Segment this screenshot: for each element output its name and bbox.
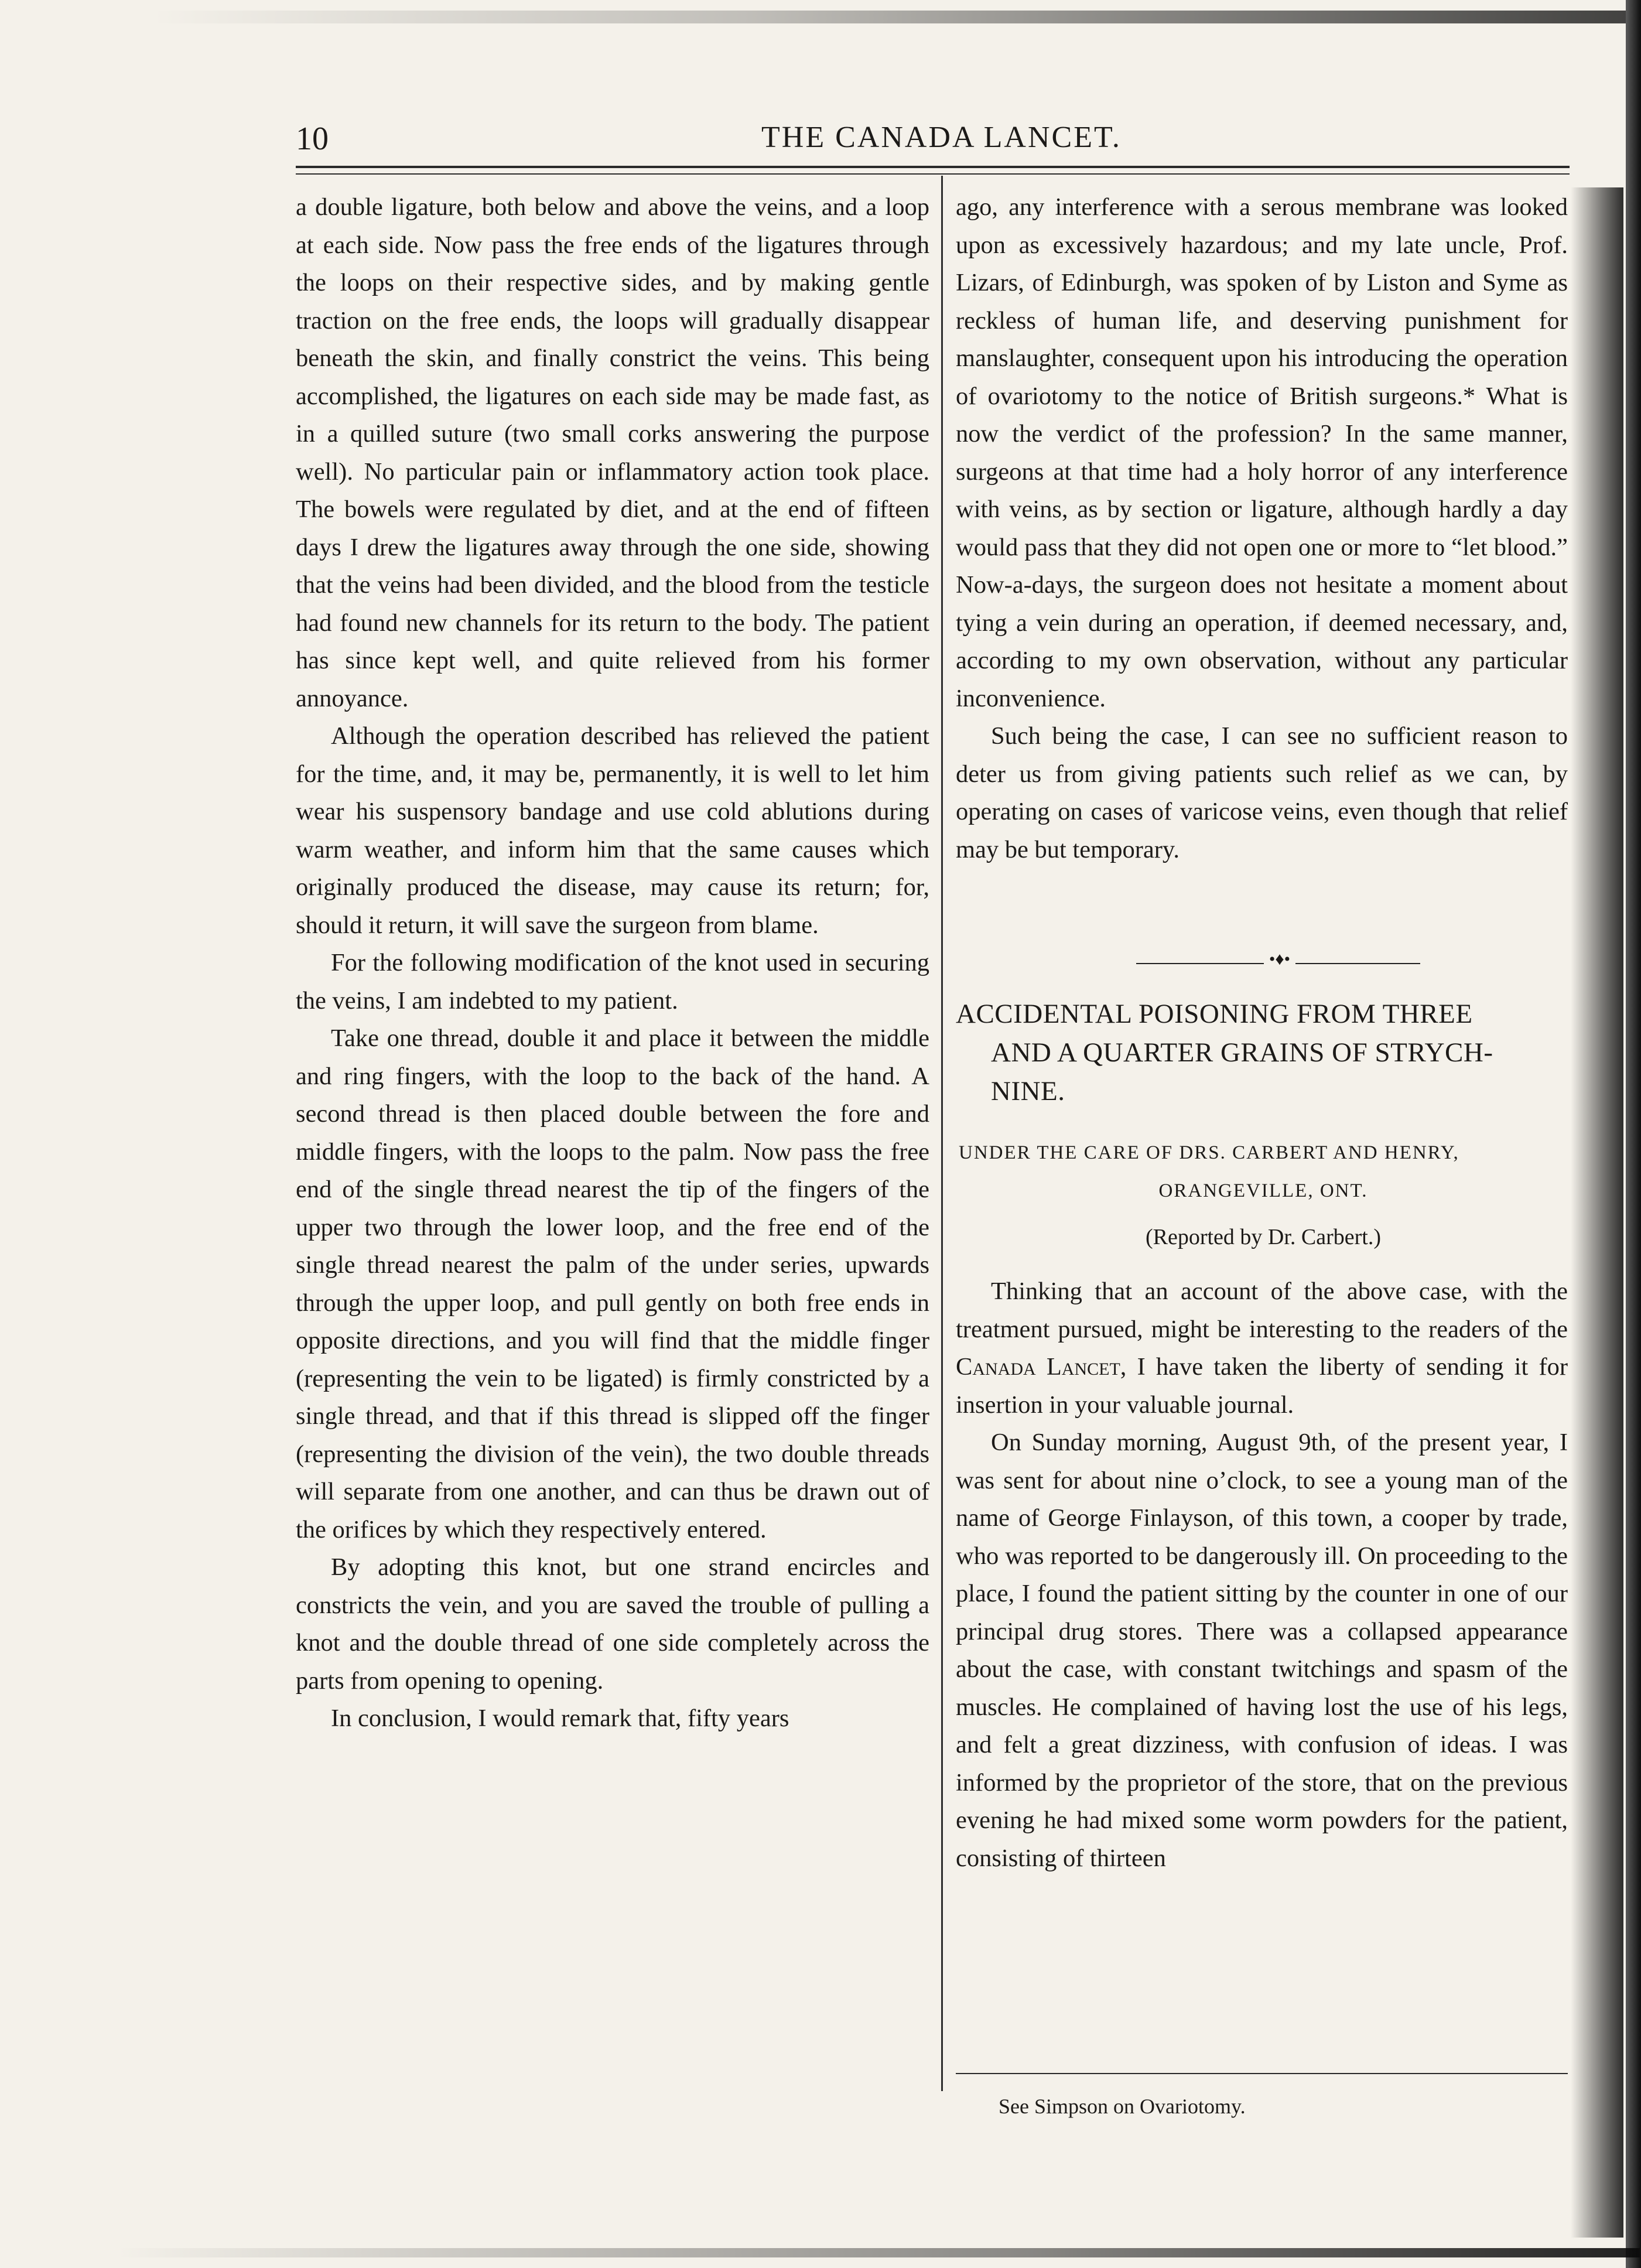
page-header xyxy=(296,120,1570,161)
paragraph: ago, any interference with a serous membrane was looked upon as excessively hazardous; and my late uncle, Prof. Lizars, of Edinburgh, was spoken of by Liston and Syme as reckless of human life, and deserving punishment for manslaughter, consequent upon his introducing the operation of ovariotomy to the notice of British surgeons.* What is now the verdict of the profession? In the same manner, surgeons at that time had a holy horror of any interference with veins, as by section or ligature, although hardly a day would pass that they did not open one or more to “let blood.” Now-a-days, the surgeon does not hesitate a moment about tying a vein during an operation, if deemed necessary, and, according to my own observation, without any particular inconvenience. xyxy=(956,193,1568,712)
paragraph: a double ligature, both below and above the veins, and a loop at each side. Now pass the free ends of the ligatures through the loops on their respective sides, and by making gentle traction on the free ends, the loops will gradually disappear beneath the skin, and finally constrict the veins. This being accomplished, the ligatures on each side may be made fast, as in a quilled suture (two small corks answering the purpose well). No particular pain or inflammatory action took place. The bowels were regulated by diet, and at the end of fifteen days I drew the ligatures away through the one side, showing that the veins had been divided, and the blood from the testicle had found new channels for its return to the body. The patient has since kept well, and quite relieved from his former annoyance. xyxy=(296,193,929,712)
page-number: 10 xyxy=(296,121,329,157)
footnote-rule xyxy=(956,2073,1568,2074)
paragraph: By adopting this knot, but one strand encircles and constricts the vein, and you are saved the trouble of pulling a knot and the double thread of one side completely across the parts from opening to opening. xyxy=(296,1553,929,1695)
scan-top-edge xyxy=(152,11,1640,23)
paragraph: For the following modification of the knot used in securing the veins, I am indebted to my patient. xyxy=(296,949,929,1015)
right-column-top xyxy=(956,189,1568,869)
footnote: See Simpson on Ovariotomy. xyxy=(999,2095,1246,2118)
text-run: , I have taken the liberty of sending it for insertion in your valuable journal. xyxy=(956,1353,1568,1419)
title-line: NINE. xyxy=(991,1076,1065,1106)
paragraph: Take one thread, double it and place it between the middle and ring fingers, with the loop to the back of the hand. A second thread is then placed double between the fore and middle fingers, with the loops to the palm. Now pass the free end of the single thread nearest the tip of the fingers of the upper two through the lower loop, and the free end of the single thread nearest the palm of the under series, upwards through the upper loop, and pull gently on both free ends in opposite directions, and you will find that the middle finger (representing the vein to be ligated) is firmly constricted by a single thread, and that if this thread is slipped off the finger (representing the division of the vein), the two double threads will separate from one another, and can thus be drawn out of the orifices by which they respectively entered. xyxy=(296,1024,929,1543)
title-line: AND A QUARTER GRAINS OF STRYCH- xyxy=(991,1037,1493,1068)
running-head: THE CANADA LANCET. xyxy=(761,121,1122,154)
article-title xyxy=(956,995,1571,1111)
ornament-rule-left xyxy=(1136,963,1264,964)
header-rule-thin xyxy=(296,173,1570,175)
ornament-icon: •♦• xyxy=(1269,949,1291,969)
scan-bottom-edge xyxy=(117,2248,1640,2257)
journal-name: Canada Lancet xyxy=(956,1353,1120,1381)
section-ornament xyxy=(1136,949,1420,969)
article-byline xyxy=(956,1134,1571,1210)
care-line: ORANGEVILLE, ONT. xyxy=(1158,1180,1368,1201)
header-rule xyxy=(296,166,1570,168)
column-divider xyxy=(941,176,943,2091)
scan-gutter-shadow xyxy=(1571,187,1623,2238)
ornament-rule-right xyxy=(1295,963,1420,964)
title-line: ACCIDENTAL POISONING FROM THREE xyxy=(956,999,1473,1029)
paragraph: Although the operation described has relieved the patient for the time, and, it may be, permanently, it is well to let him wear his suspensory bandage and use cold ablutions during warm weather, and inform him that the same causes which originally produced the disease, may cause its return; for, should it return, it will save the surgeon from blame. xyxy=(296,722,929,939)
text-run: Thinking that an account of the above case, with the treatment pursued, might be interesting to the readers of the xyxy=(956,1278,1568,1343)
left-column xyxy=(296,189,929,1738)
paragraph xyxy=(956,1273,1568,1424)
reported-by: (Reported by Dr. Carbert.) xyxy=(1145,1225,1382,1249)
paragraph: On Sunday morning, August 9th, of the present year, I was sent for about nine o’clock, to see a young man of the name of George Finlayson, of this town, a cooper by trade, who was reported to be dangerously ill. On proceeding to the place, I found the patient sitting by the counter in one of our principal drug stores. There was a collapsed appearance about the case, with constant twitchings and spasm of the muscles. He complained of having lost the use of his legs, and felt a great dizziness, with confusion of ideas. I was informed by the proprietor of the store, that on the previous evening he had mixed some worm powders for the patient, consisting of thirteen xyxy=(956,1429,1568,1872)
right-column-article xyxy=(956,1273,1568,1877)
paragraph: Such being the case, I can see no sufficient reason to deter us from giving patients such relief as we can, by operating on cases of varicose veins, even though that relief may be but temporary. xyxy=(956,722,1568,863)
scan-right-edge xyxy=(1626,0,1641,2268)
paragraph: In conclusion, I would remark that, fifty years xyxy=(331,1705,789,1732)
care-line: UNDER THE CARE OF DRS. CARBERT AND HENRY, xyxy=(959,1142,1459,1163)
